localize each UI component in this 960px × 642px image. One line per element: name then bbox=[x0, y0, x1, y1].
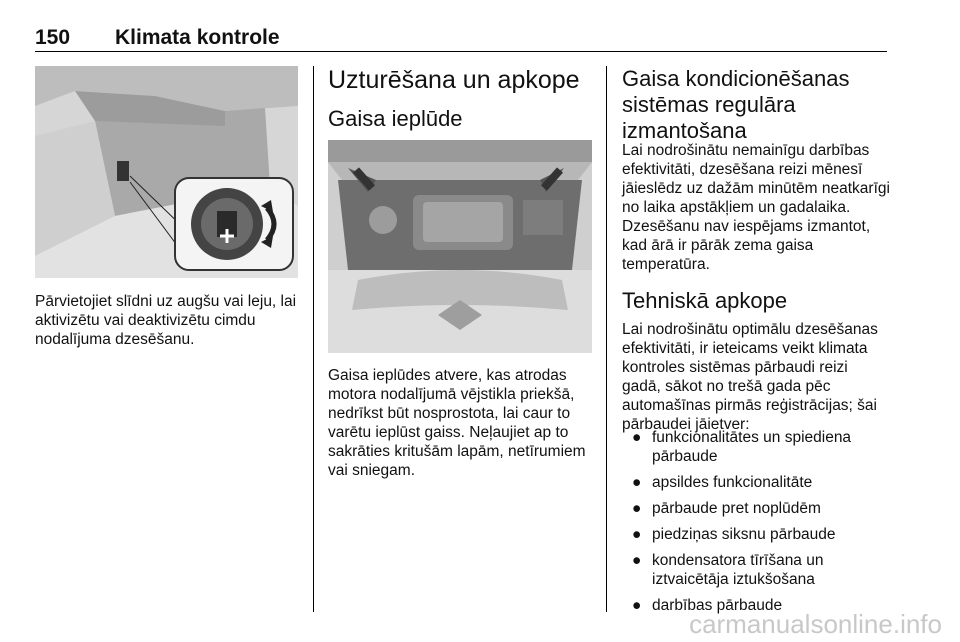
checklist-item: ● pārbaude pret noplūdēm bbox=[632, 500, 821, 517]
page-number: 150 bbox=[35, 26, 71, 49]
inspection-checklist bbox=[622, 428, 888, 622]
air-intake-heading: Gaisa ieplūde bbox=[328, 106, 463, 131]
checklist-item: ● funkcionalitātes un spiediena pārbaude bbox=[632, 429, 852, 465]
maintenance-service-heading: Tehniskā apkope bbox=[622, 288, 788, 313]
bullet-icon: ● bbox=[632, 526, 642, 543]
page-header bbox=[35, 26, 887, 52]
glovebox-caption: Pārvietojiet slīdni uz augšu vai leju, lai aktivizētu vai deaktivizētu cimdu nodalījuma dzesēšanu. bbox=[35, 293, 297, 348]
column-divider-right bbox=[606, 66, 607, 612]
checklist-item: ● piedziņas siksnu pārbaude bbox=[632, 526, 836, 543]
checklist-item: ● apsildes funkcionalitāte bbox=[632, 474, 813, 491]
checklist-item: ● kondensatora tīrīšana un iztvaicētāja iztukšošana bbox=[632, 552, 824, 588]
glovebox-slider-illustration bbox=[35, 66, 298, 278]
ac-regular-use-text: Lai nodrošinātu nemainīgu darbības efektivitāti, dzesēšana reizi mēnesī jāieslēdz uz dažām minūtēm neatkarīgi no laika apstākļiem un gadalaika. Dzesēšanu nav iespējams izmantot, kad ārā ir pārāk zema gaisa temperatūra. bbox=[622, 142, 890, 273]
bullet-icon: ● bbox=[632, 474, 642, 491]
checklist-item: ● darbības pārbaude bbox=[632, 597, 783, 614]
section-title: Klimata kontrole bbox=[115, 26, 280, 49]
bullet-icon: ● bbox=[632, 429, 642, 446]
bullet-icon: ● bbox=[632, 500, 642, 517]
air-intake-caption: Gaisa ieplūdes atvere, kas atrodas motora nodalījumā vējstikla priekšā, nedrīkst būt nosprostota, lai caur to varētu ieplūst gaiss. Neļaujiet ap to sakrāties kritušām lapām, netīrumiem vai sniegam. bbox=[328, 367, 586, 479]
bullet-icon: ● bbox=[632, 597, 642, 614]
column-divider-left bbox=[313, 66, 314, 612]
bullet-icon: ● bbox=[632, 552, 642, 569]
header-rule bbox=[35, 51, 887, 52]
watermark: carmanualsonline.info bbox=[689, 609, 942, 639]
maintenance-service-text: Lai nodrošinātu optimālu dzesēšanas efektivitāti, ir ieteicams veikt klimata kontroles sistēmas pārbaudi reizi gadā, sākot no trešā gada pēc automašīnas pirmās reģistrācijas; šai pārbaudei jāietver: bbox=[622, 321, 878, 433]
maintenance-heading: Uzturēšana un apkope bbox=[328, 66, 580, 94]
ac-regular-use-heading: Gaisa kondicionēšanas sistēmas regulāra izmantošana bbox=[622, 66, 850, 143]
engine-compartment-illustration bbox=[328, 140, 592, 353]
